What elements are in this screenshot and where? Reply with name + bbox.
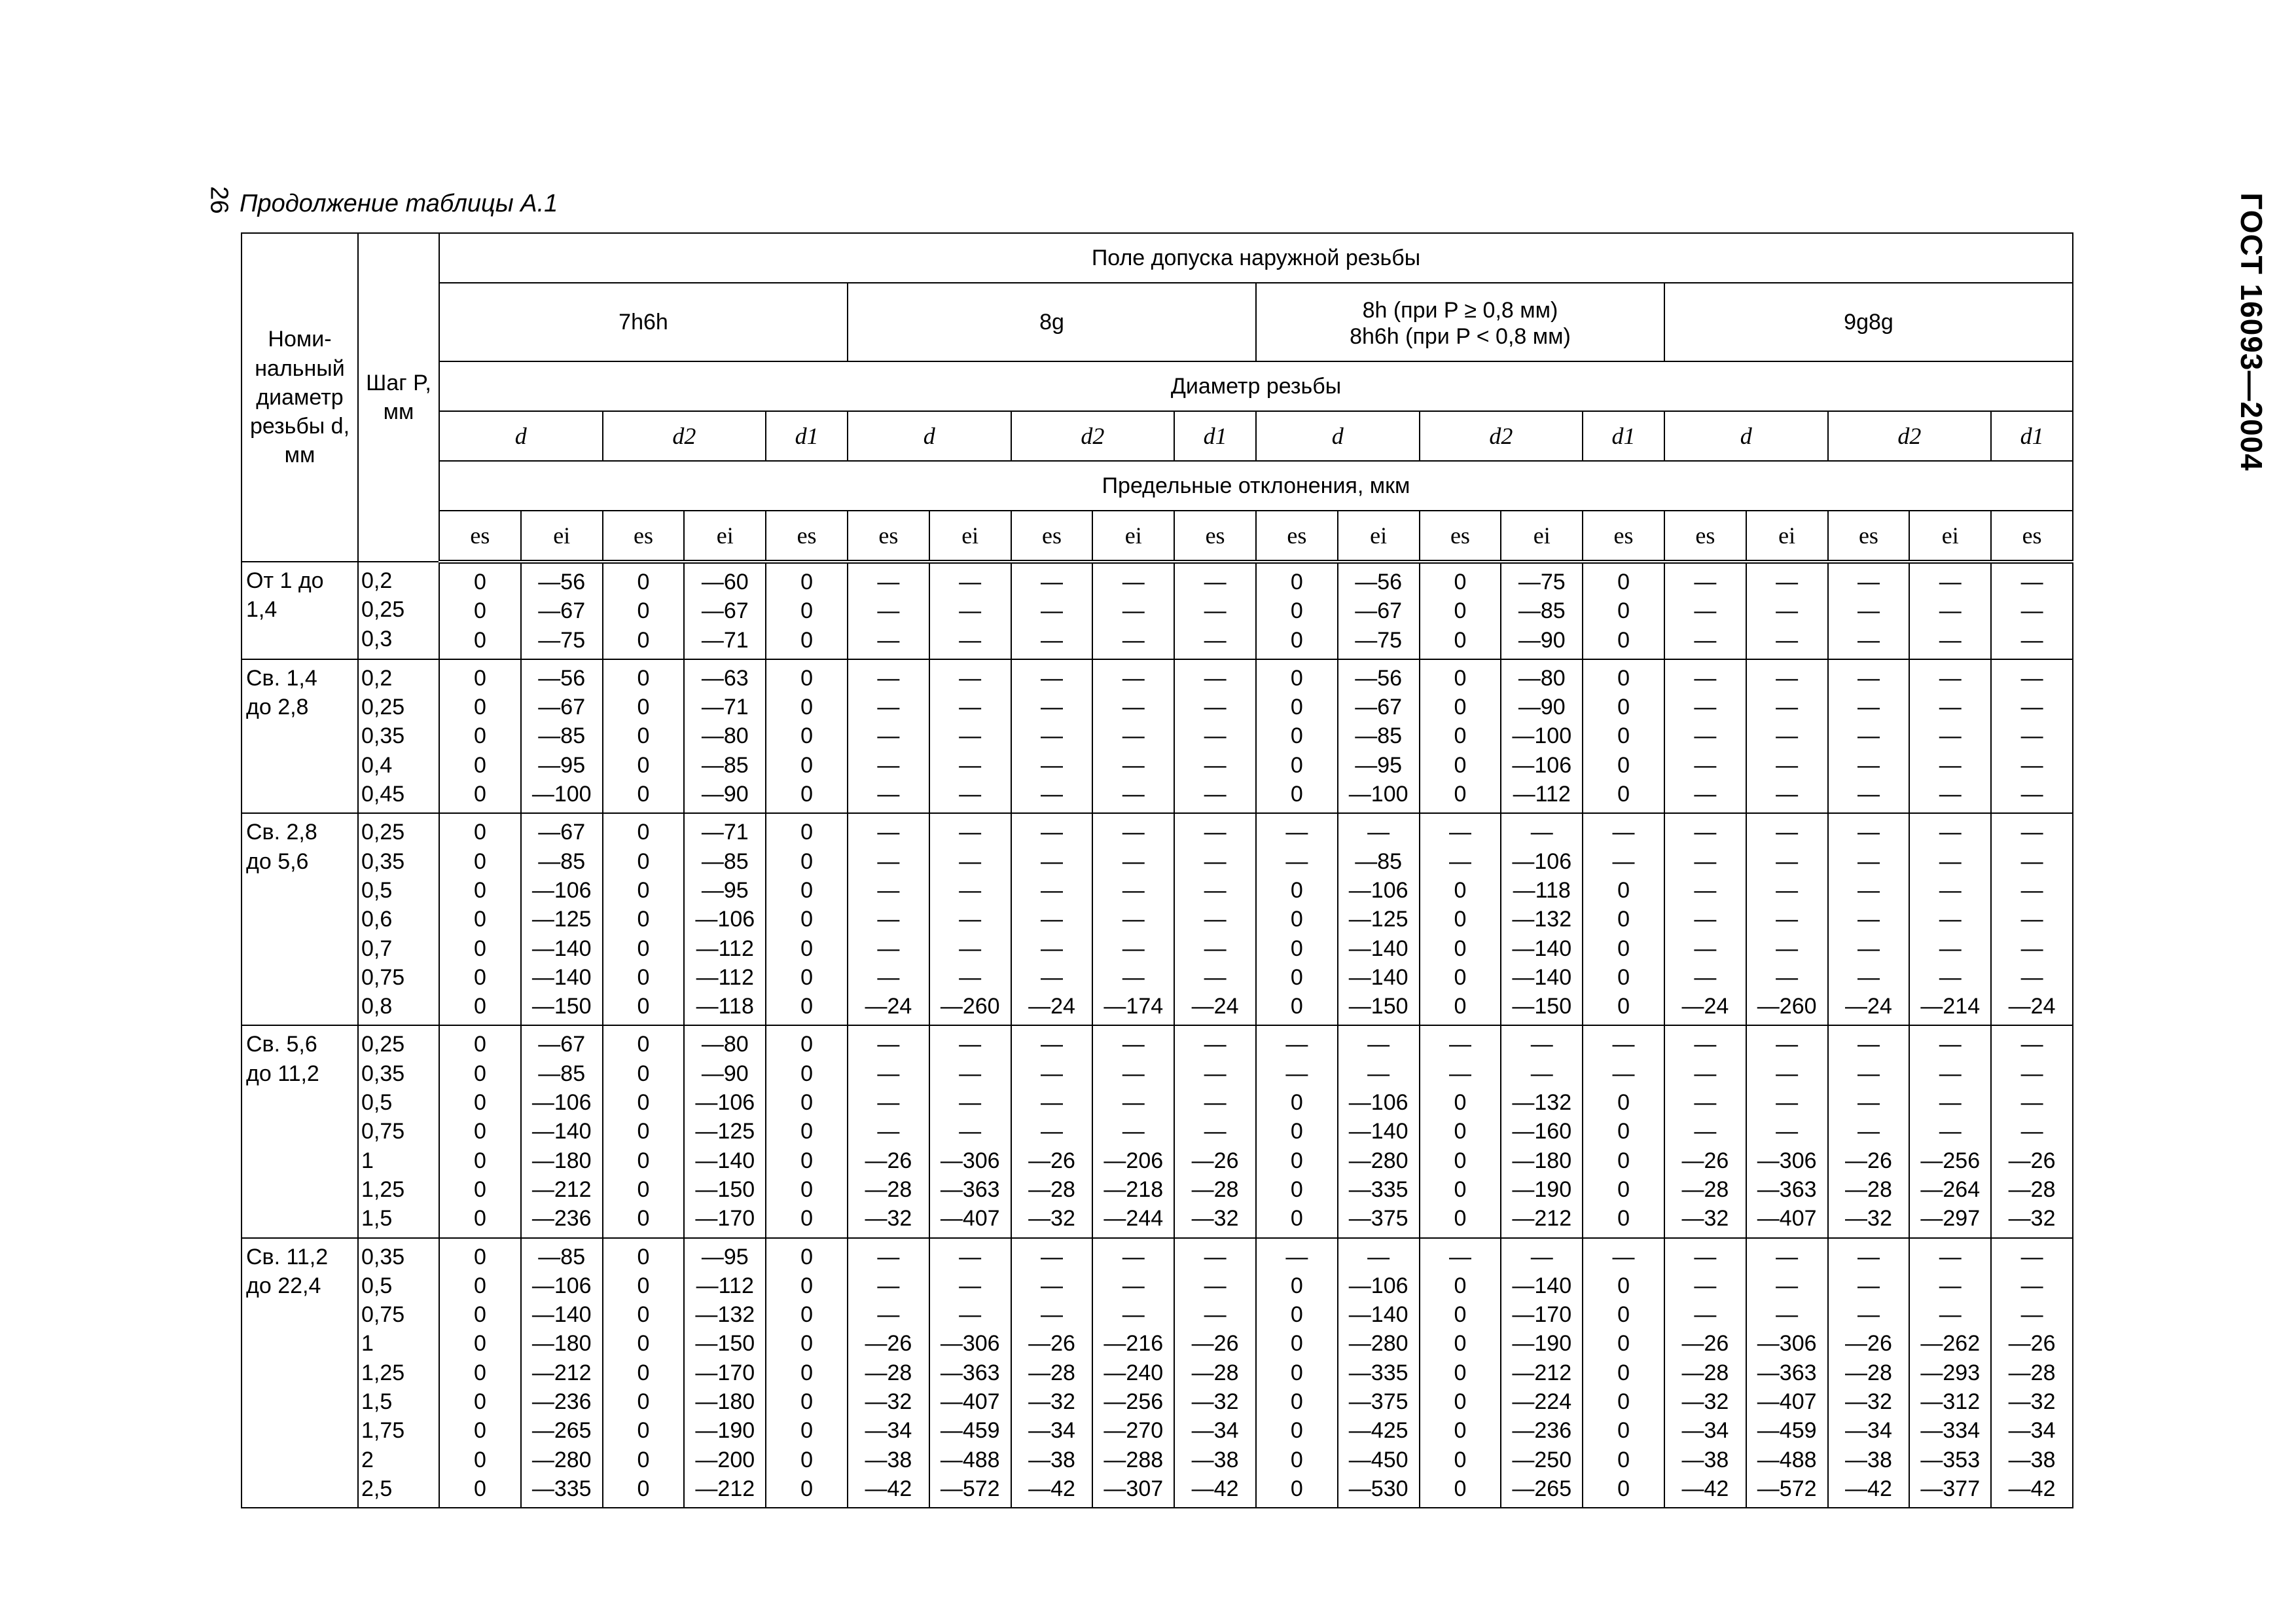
deviation-cell: — — — <box>1664 562 1746 659</box>
deviation-es-header: es <box>1256 511 1338 562</box>
deviation-cell: —95 —112 —132 —150 —170 —180 —190 —200 —212 <box>684 1238 766 1508</box>
deviation-cell: 0 0 0 0 0 <box>1583 659 1664 813</box>
deviation-es-header: es <box>848 511 929 562</box>
deviation-cell: —71 —85 —95 —106 —112 —112 —118 <box>684 813 766 1025</box>
deviation-es-header: es <box>766 511 848 562</box>
deviation-cell: — — — — — <box>1909 659 1991 813</box>
deviation-cell: — — 0 0 0 0 0 <box>1420 813 1501 1025</box>
diam-label-d1: d1 <box>1174 411 1256 461</box>
deviation-cell: — — — —216 —240 —256 —270 —288 —307 <box>1092 1238 1174 1508</box>
deviation-es-header: es <box>1420 511 1501 562</box>
header-nominal-diameter: Номи- нальный диаметр резьбы d, мм <box>242 233 358 562</box>
deviation-cell: 0 0 0 0 0 <box>766 659 848 813</box>
deviation-cell: — — —106 —140 —280 —335 —375 <box>1338 1025 1420 1237</box>
deviation-cell: — —85 —106 —125 —140 —140 —150 <box>1338 813 1420 1025</box>
deviation-cell: — —106 —118 —132 —140 —140 —150 <box>1501 813 1583 1025</box>
deviation-cell: — — — —26 —28 —32 —34 —38 —42 <box>848 1238 929 1508</box>
deviation-cell: 0 0 0 0 0 <box>1420 659 1501 813</box>
deviation-cell: — — — — —306 —363 —407 <box>1746 1025 1828 1237</box>
deviation-cell: 0 0 0 0 0 0 0 0 0 <box>439 1238 521 1508</box>
deviation-ei-header: ei <box>929 511 1011 562</box>
deviation-cell: — — — — —26 —28 —32 <box>1991 1025 2073 1237</box>
deviation-cell: — — — — — <box>1991 659 2073 813</box>
deviation-cell: —56 —67 —75 <box>1338 562 1420 659</box>
deviation-cell: — — — <box>848 562 929 659</box>
deviation-cell: 0 0 0 0 0 <box>439 659 521 813</box>
deviation-cell: 0 0 0 <box>603 562 685 659</box>
deviation-cell: — — — <box>1092 562 1174 659</box>
deviation-cell: — — — — — <box>848 659 929 813</box>
deviation-cell: — — — — — <box>1011 659 1093 813</box>
deviation-cell: — — 0 0 0 0 0 <box>1420 1025 1501 1237</box>
deviation-cell: — — — — —26 —28 —32 <box>848 1025 929 1237</box>
deviation-cell: — — — — — <box>1174 659 1256 813</box>
diameter-range-cell: Св. 5,6 до 11,2 <box>242 1025 358 1237</box>
deviation-cell: — — — —26 —28 —32 —34 —38 —42 <box>1991 1238 2073 1508</box>
deviation-cell: — — — — —256 —264 —297 <box>1909 1025 1991 1237</box>
deviation-cell: — — — — — — —260 <box>1746 813 1828 1025</box>
deviation-es-header: es <box>1011 511 1093 562</box>
deviation-cell: — — —132 —160 —180 —190 —212 <box>1501 1025 1583 1237</box>
deviation-cell: 0 0 0 0 0 0 0 <box>603 1025 685 1237</box>
deviation-cell: 0 0 0 0 0 <box>603 659 685 813</box>
deviation-cell: —80 —90 —106 —125 —140 —150 —170 <box>684 1025 766 1237</box>
deviation-es-header: es <box>1664 511 1746 562</box>
step-cell: 0,25 0,35 0,5 0,75 1 1,25 1,5 <box>358 1025 439 1237</box>
deviation-cell: — — — — — — —24 <box>1011 813 1093 1025</box>
deviation-cell: — — — — — <box>929 659 1011 813</box>
deviation-ei-header: ei <box>521 511 603 562</box>
deviation-ei-header: ei <box>1746 511 1828 562</box>
deviation-cell: —63 —71 —80 —85 —90 <box>684 659 766 813</box>
deviation-ei-header: ei <box>1092 511 1174 562</box>
deviation-cell: — — — — — — —24 <box>1991 813 2073 1025</box>
diam-label-d1: d1 <box>1583 411 1664 461</box>
deviation-cell: — — — — — <box>1828 659 1910 813</box>
deviation-cell: — — — —306 —363 —407 —459 —488 —572 <box>1746 1238 1828 1508</box>
deviation-cell: — — — —26 —28 —32 —34 —38 —42 <box>1011 1238 1093 1508</box>
diam-label-d2: d2 <box>1828 411 1992 461</box>
deviation-cell: 0 0 0 0 0 0 0 <box>766 1025 848 1237</box>
deviation-cell: — — — — —26 —28 —32 <box>1011 1025 1093 1237</box>
deviation-cell: — — — — —206 —218 —244 <box>1092 1025 1174 1237</box>
diameter-range-cell: Св. 11,2 до 22,4 <box>242 1238 358 1508</box>
diam-label-d: d <box>439 411 603 461</box>
tolerance-table <box>241 232 2073 1508</box>
deviation-cell: —67 —85 —106 —125 —140 —140 —150 <box>521 813 603 1025</box>
deviation-cell: — — — <box>1991 562 2073 659</box>
deviation-cell: — — — — — <box>1664 659 1746 813</box>
deviation-cell: — — — —26 —28 —32 —34 —38 —42 <box>1828 1238 1910 1508</box>
diam-label-d: d <box>1664 411 1828 461</box>
group-9g8g: 9g8g <box>1664 283 2073 361</box>
deviation-cell: —75 —85 —90 <box>1501 562 1583 659</box>
deviation-cell: — — — —306 —363 —407 —459 —488 —572 <box>929 1238 1011 1508</box>
deviation-cell: — — — — — — —174 <box>1092 813 1174 1025</box>
deviation-cell: — — — — — — —24 <box>1664 813 1746 1025</box>
step-cell: 0,2 0,25 0,3 <box>358 562 439 659</box>
deviation-cell: —56 —67 —85 —95 —100 <box>1338 659 1420 813</box>
table-continuation-title: Продолжение таблицы А.1 <box>240 190 558 217</box>
deviation-cell: — — — <box>929 562 1011 659</box>
deviation-cell: — — — <box>1011 562 1093 659</box>
deviation-cell: 0 0 0 0 0 0 0 <box>603 813 685 1025</box>
deviation-es-header: es <box>1174 511 1256 562</box>
deviation-es-header: es <box>1583 511 1664 562</box>
deviation-cell: 0 0 0 <box>1583 562 1664 659</box>
deviation-cell: —60 —67 —71 <box>684 562 766 659</box>
deviation-cell: — — — — — — —24 <box>848 813 929 1025</box>
deviation-cell: — — — — — — —24 <box>1174 813 1256 1025</box>
deviation-cell: 0 0 0 0 0 0 0 <box>439 813 521 1025</box>
deviation-es-header: es <box>1828 511 1910 562</box>
diam-label-d2: d2 <box>603 411 766 461</box>
deviation-cell: —67 —85 —106 —140 —180 —212 —236 <box>521 1025 603 1237</box>
deviation-cell: 0 0 0 <box>766 562 848 659</box>
step-cell: 0,35 0,5 0,75 1 1,25 1,5 1,75 2 2,5 <box>358 1238 439 1508</box>
deviation-cell: 0 0 0 <box>1256 562 1338 659</box>
deviation-cell: — — — — — — —214 <box>1909 813 1991 1025</box>
header-tolerance-field: Поле допуска наружной резьбы <box>439 233 2073 283</box>
step-cell: 0,2 0,25 0,35 0,4 0,45 <box>358 659 439 813</box>
deviation-cell: — — 0 0 0 0 0 <box>1583 1025 1664 1237</box>
deviation-cell: —85 —106 —140 —180 —212 —236 —265 —280 —335 <box>521 1238 603 1508</box>
deviation-cell: — — — —262 —293 —312 —334 —353 —377 <box>1909 1238 1991 1508</box>
diam-label-d1: d1 <box>1991 411 2073 461</box>
deviation-ei-header: ei <box>684 511 766 562</box>
deviation-cell: — — — — — <box>1092 659 1174 813</box>
step-cell: 0,25 0,35 0,5 0,6 0,7 0,75 0,8 <box>358 813 439 1025</box>
deviation-cell: — — — <box>1746 562 1828 659</box>
deviation-cell: 0 0 0 0 0 <box>1256 659 1338 813</box>
diam-label-d: d <box>848 411 1011 461</box>
deviation-cell: — — — — — <box>1746 659 1828 813</box>
deviation-cell: 0 0 0 0 0 0 0 0 0 <box>766 1238 848 1508</box>
deviation-cell: — — — —26 —28 —32 —34 —38 —42 <box>1174 1238 1256 1508</box>
diam-label-d1: d1 <box>766 411 848 461</box>
deviation-cell: 0 0 0 <box>439 562 521 659</box>
deviation-cell: —80 —90 —100 —106 —112 <box>1501 659 1583 813</box>
header-thread-diameter: Диаметр резьбы <box>439 361 2073 411</box>
deviation-cell: — — — — —26 —28 —32 <box>1828 1025 1910 1237</box>
deviation-cell: — — — — —26 —28 —32 <box>1174 1025 1256 1237</box>
deviation-cell: — 0 0 0 0 0 0 0 0 <box>1256 1238 1338 1508</box>
diam-label-d: d <box>1256 411 1420 461</box>
group-7h6h: 7h6h <box>439 283 848 361</box>
deviation-cell: — —106 —140 —280 —335 —375 —425 —450 —530 <box>1338 1238 1420 1508</box>
deviation-cell: 0 0 0 0 0 0 0 0 0 <box>603 1238 685 1508</box>
deviation-cell: 0 0 0 0 0 0 0 <box>766 813 848 1025</box>
deviation-es-header: es <box>439 511 521 562</box>
table-row <box>242 659 2073 813</box>
diameter-range-cell: Св. 2,8 до 5,6 <box>242 813 358 1025</box>
table-row <box>242 562 2073 659</box>
table-row <box>242 1238 2073 1508</box>
group-8g: 8g <box>848 283 1256 361</box>
group-8h-8h6h: 8h (при P ≥ 0,8 мм) 8h6h (при P < 0,8 мм) <box>1256 283 1664 361</box>
deviation-cell: — — — — — — —260 <box>929 813 1011 1025</box>
deviation-cell: — — 0 0 0 0 0 <box>1256 1025 1338 1237</box>
deviation-cell: —56 —67 —85 —95 —100 <box>521 659 603 813</box>
deviation-cell: — — — <box>1828 562 1910 659</box>
diameter-range-cell: От 1 до 1,4 <box>242 562 358 659</box>
diam-label-d2: d2 <box>1011 411 1175 461</box>
deviation-cell: — — 0 0 0 0 0 <box>1583 813 1664 1025</box>
deviation-cell: — — 0 0 0 0 0 <box>1256 813 1338 1025</box>
deviation-cell: — 0 0 0 0 0 0 0 0 <box>1583 1238 1664 1508</box>
table-row <box>242 813 2073 1025</box>
deviation-es-header: es <box>603 511 685 562</box>
deviation-ei-header: ei <box>1909 511 1991 562</box>
deviation-cell: 0 0 0 0 0 0 0 <box>439 1025 521 1237</box>
deviation-cell: — — — —26 —28 —32 —34 —38 —42 <box>1664 1238 1746 1508</box>
diameter-range-cell: Св. 1,4 до 2,8 <box>242 659 358 813</box>
table-row <box>242 1025 2073 1237</box>
diam-label-d2: d2 <box>1420 411 1583 461</box>
deviation-cell: — — — — — — —24 <box>1828 813 1910 1025</box>
deviation-cell: 0 0 0 <box>1420 562 1501 659</box>
deviation-cell: — —140 —170 —190 —212 —224 —236 —250 —265 <box>1501 1238 1583 1508</box>
deviation-cell: — — — <box>1909 562 1991 659</box>
deviation-cell: —56 —67 —75 <box>521 562 603 659</box>
deviation-cell: — 0 0 0 0 0 0 0 0 <box>1420 1238 1501 1508</box>
deviation-es-header: es <box>1991 511 2073 562</box>
standard-designation: ГОСТ 16093—2004 <box>2234 192 2269 471</box>
header-limit-deviations: Предельные отклонения, мкм <box>439 461 2073 511</box>
header-step: Шаг P, мм <box>358 233 439 562</box>
deviation-ei-header: ei <box>1501 511 1583 562</box>
deviation-cell: — — — — —26 —28 —32 <box>1664 1025 1746 1237</box>
page-number: 26 <box>205 186 233 214</box>
deviation-ei-header: ei <box>1338 511 1420 562</box>
deviation-cell: — — — — —306 —363 —407 <box>929 1025 1011 1237</box>
deviation-cell: — — — <box>1174 562 1256 659</box>
